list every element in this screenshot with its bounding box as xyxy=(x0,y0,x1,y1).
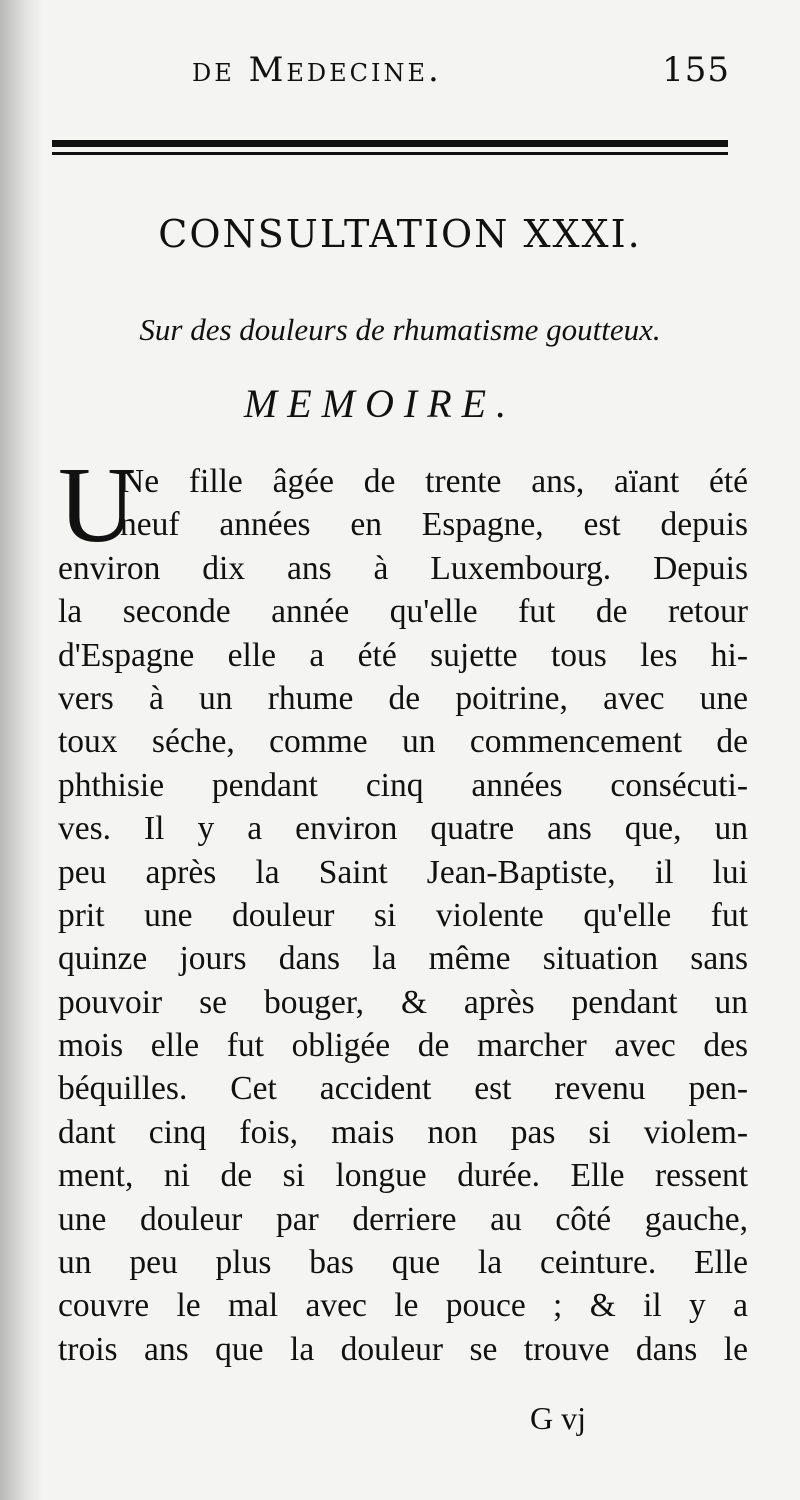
text-line: couvre le mal avec le pouce ; & il y a xyxy=(58,1287,748,1325)
text-line: ment, ni de si longue durée. Elle ressent xyxy=(58,1157,748,1195)
text-line: la seconde année qu'elle fut de retour xyxy=(58,593,748,631)
text-line: prit une douleur si violente qu'elle fut xyxy=(58,896,748,934)
text-line: trois ans que la douleur se trouve dans le xyxy=(58,1330,748,1368)
header-rule-thick xyxy=(52,140,728,147)
text-line: vers à un rhume de poitrine, avec une xyxy=(58,679,748,717)
signature-mark: G vj xyxy=(530,1400,586,1436)
page-number: 155 xyxy=(662,50,730,90)
text-line: environ dix ans à Luxembourg. Depuis xyxy=(58,549,748,587)
text-line: dant cinq fois, mais non pas si violem- xyxy=(58,1113,748,1151)
text-line: phthisie pendant cinq années consécuti- xyxy=(58,766,748,804)
memoire-heading: MEMOIRE. xyxy=(243,381,517,426)
text-line: mois elle fut obligée de marcher avec des xyxy=(58,1027,748,1065)
text-line: neuf années en Espagne, est depuis xyxy=(120,506,748,544)
text-line: d'Espagne elle a été sujette tous les hi- xyxy=(58,636,748,674)
text-line: un peu plus bas que la ceinture. Elle xyxy=(58,1244,748,1282)
text-line: une douleur par derriere au côté gauche, xyxy=(58,1200,748,1238)
header-rule-thin xyxy=(52,152,728,155)
text-line: quinze jours dans la même situation sans xyxy=(58,940,748,978)
body-text xyxy=(58,460,748,1371)
text-line: pouvoir se bouger, & après pendant un xyxy=(58,983,748,1021)
text-line: toux séche, comme un commencement de xyxy=(58,723,748,761)
running-head xyxy=(0,46,800,96)
text-line: Ne fille âgée de trente ans, aïant été xyxy=(120,463,748,500)
consultation-subtitle: Sur des douleurs de rhumatisme goutteux. xyxy=(139,312,661,347)
text-line: ves. Il y a environ quatre ans que, un xyxy=(58,810,748,848)
drop-cap: U xyxy=(58,446,136,565)
text-line: peu après la Saint Jean-Baptiste, il lui xyxy=(58,853,748,891)
consultation-title: CONSULTATION XXXI. xyxy=(158,212,642,256)
running-title: de Medecine. xyxy=(192,50,442,90)
text-line: béquilles. Cet accident est revenu pen- xyxy=(58,1070,748,1108)
